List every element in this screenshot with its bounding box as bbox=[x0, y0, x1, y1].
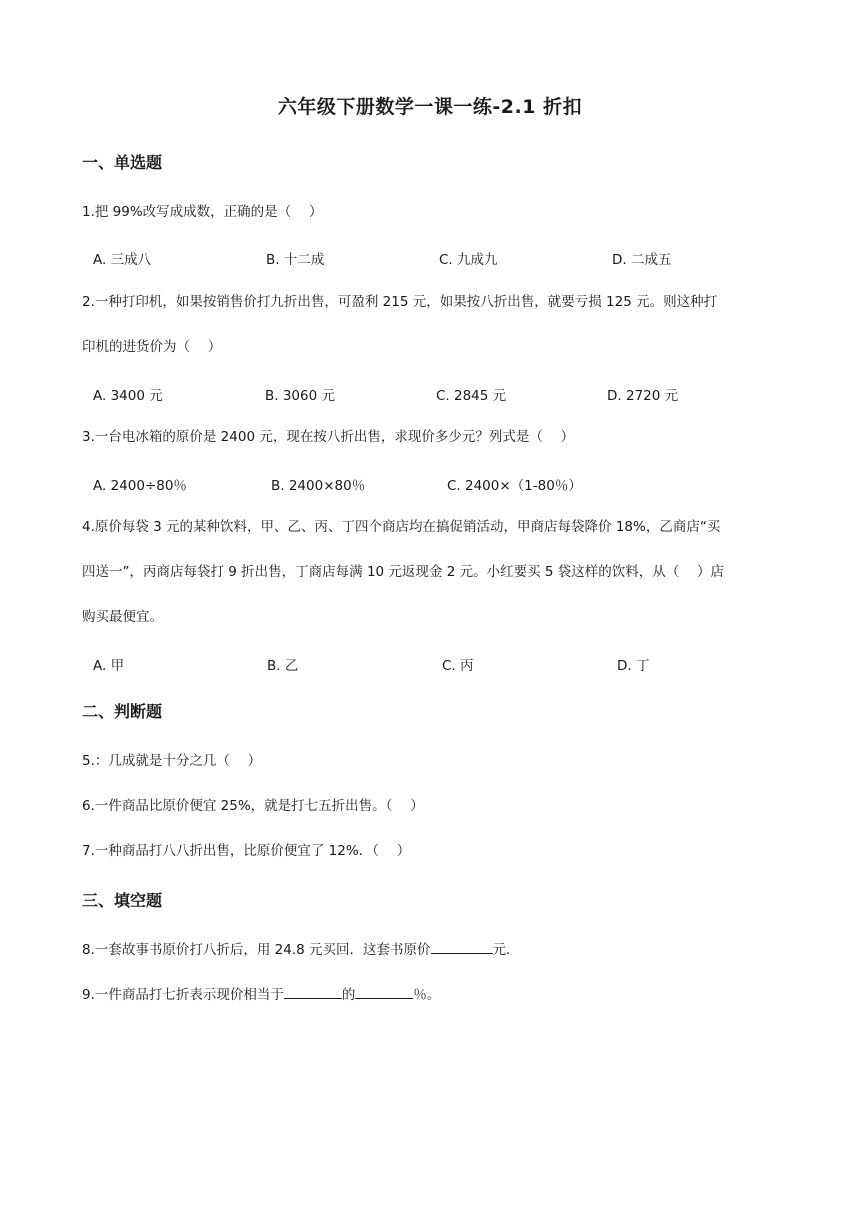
question-2-options bbox=[93, 384, 773, 406]
question-9-stem-middle: 的 bbox=[341, 987, 356, 1003]
section-heading-true-false: 二、判断题 bbox=[82, 702, 163, 721]
option-a: A. 三成八 bbox=[93, 252, 152, 268]
question-4-stem-line2: 四送一”，丙商店每袋打 9 折出售，丁商店每满 10 元返现金 2 元。小红要买 5 袋这样的饮料，从（ ）店 bbox=[82, 564, 725, 580]
question-9-stem-after: ％。 bbox=[413, 987, 441, 1003]
question-7-stem: 7.一种商品打八八折出售，比原价便宜了 12%．（ ） bbox=[82, 843, 411, 859]
option-d: D. 二成五 bbox=[612, 252, 672, 268]
question-2-stem-line1: 2.一种打印机，如果按销售价打九折出售，可盈利 215 元，如果按八折出售，就要亏损 125 元。则这种打 bbox=[82, 294, 718, 310]
question-9-stem-before: 9.一件商品打七折表示现价相当于 bbox=[82, 987, 284, 1003]
option-a: A. 2400÷80％ bbox=[93, 478, 187, 494]
question-4-options bbox=[93, 654, 773, 676]
option-d: D. 2720 元 bbox=[607, 388, 679, 404]
question-8-stem-after: 元． bbox=[492, 942, 520, 958]
option-d: D. 丁 bbox=[617, 658, 650, 674]
answer-blank[interactable] bbox=[284, 984, 342, 999]
option-b: B. 乙 bbox=[267, 658, 299, 674]
section-heading-single-choice: 一、单选题 bbox=[82, 153, 163, 172]
option-c: C. 2845 元 bbox=[436, 388, 507, 404]
question-5-stem: 5.：几成就是十分之几（ ） bbox=[82, 753, 262, 769]
question-2-stem-line2: 印机的进货价为（ ） bbox=[82, 339, 222, 355]
question-8 bbox=[82, 927, 782, 973]
question-1-stem: 1.把 99%改写成成数，正确的是（ ） bbox=[82, 204, 323, 220]
question-6-stem: 6.一件商品比原价便宜 25%，就是打七五折出售。（ ） bbox=[82, 798, 424, 814]
question-3-options bbox=[93, 474, 773, 496]
question-9 bbox=[82, 972, 782, 1018]
section-heading-fill-blank: 三、填空题 bbox=[82, 891, 163, 910]
question-8-stem-before: 8.一套故事书原价打八折后，用 24.8 元买回．这套书原价 bbox=[82, 942, 431, 958]
option-b: B. 十二成 bbox=[266, 252, 325, 268]
option-b: B. 3060 元 bbox=[265, 388, 335, 404]
question-1-options bbox=[93, 248, 773, 270]
option-a: A. 3400 元 bbox=[93, 388, 163, 404]
option-c: C. 2400×（1-80％） bbox=[447, 478, 582, 494]
answer-blank[interactable] bbox=[431, 939, 493, 954]
page-title: 六年级下册数学一课一练-2.1 折扣 bbox=[277, 96, 583, 118]
option-c: C. 丙 bbox=[442, 658, 474, 674]
answer-blank[interactable] bbox=[355, 984, 413, 999]
question-4-stem-line1: 4.原价每袋 3 元的某种饮料，甲、乙、丙、丁四个商店均在搞促销活动，甲商店每袋降价 18%，乙商店“买 bbox=[82, 519, 721, 535]
option-c: C. 九成九 bbox=[439, 252, 498, 268]
question-3-stem: 3.一台电冰箱的原价是 2400 元，现在按八折出售，求现价多少元？列式是（ ） bbox=[82, 429, 575, 445]
option-a: A. 甲 bbox=[93, 658, 125, 674]
option-b: B. 2400×80％ bbox=[271, 478, 366, 494]
question-4-stem-line3: 购买最便宜。 bbox=[82, 609, 163, 625]
